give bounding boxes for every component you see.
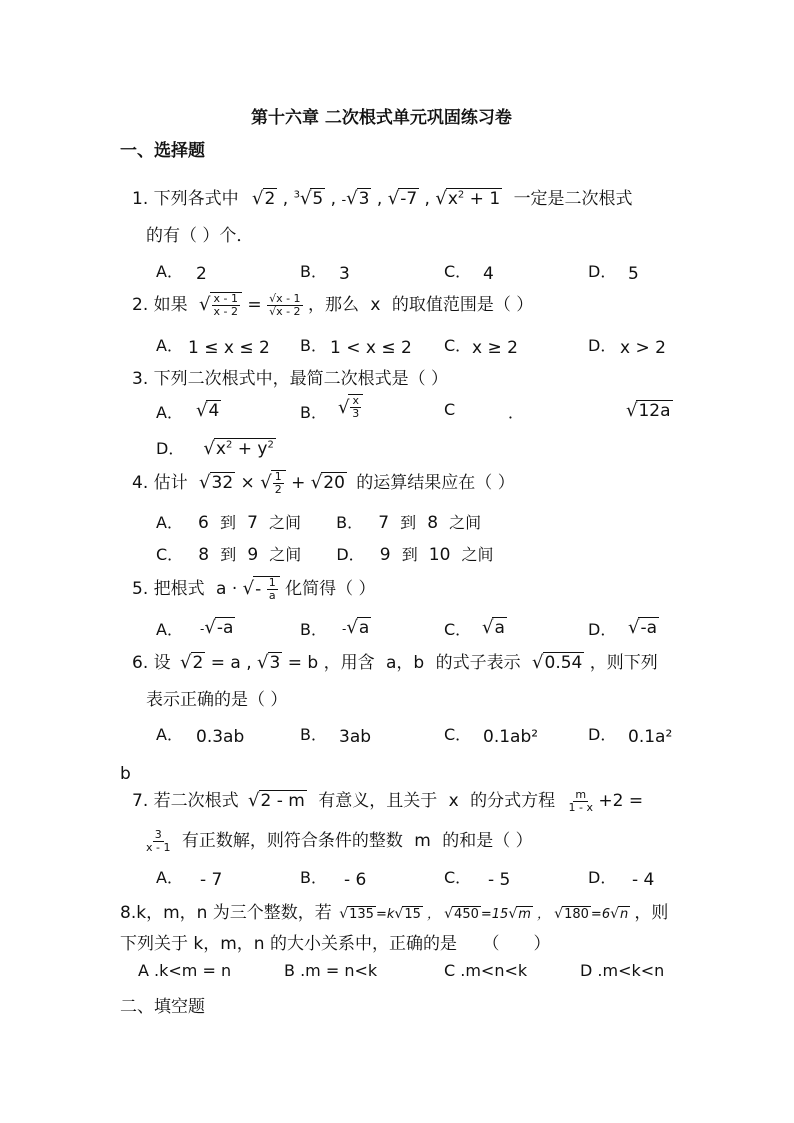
q2-option-d-value: x > 2 <box>620 338 666 358</box>
q6-mid: ，用含 <box>323 653 375 673</box>
section-heading-fill: 二、填空题 <box>120 997 205 1017</box>
q3-option-d <box>156 436 276 459</box>
q4-option-b-to: 到 <box>400 513 417 532</box>
q6-option-b-value: 3ab <box>339 727 372 747</box>
q7-mid2: 的分式方程 <box>470 791 556 811</box>
question-6 <box>132 648 658 673</box>
q4-options-row2 <box>156 542 494 565</box>
q3-option-b-value: √ $\frac{x}{3}$ <box>338 394 363 420</box>
q7-option-d-label: D． <box>588 868 617 887</box>
q1-option-b-label: B． <box>300 262 327 281</box>
q7-mid: 有意义，且关于 <box>318 791 438 811</box>
q6-target: √0.54 <box>532 652 583 673</box>
q4-option-d-end: 10 <box>428 545 451 565</box>
q3-option-c-label: C <box>444 400 456 419</box>
q6-mid2: 的式子表示 <box>435 653 521 673</box>
q4-expression: √32 × √ $\frac{1}{2}$ + √20 <box>199 469 345 496</box>
q8-option-c: C .m<n<k <box>444 961 528 980</box>
q5-lead: 5. 把根式 <box>132 579 205 599</box>
q2-mid: ，那么 <box>307 295 359 315</box>
q4-option-c-between: 之间 <box>269 545 302 564</box>
q6-option-d-label: D． <box>588 725 617 744</box>
q4-option-c-from: 8 <box>198 545 210 565</box>
q4-options-row1 <box>156 510 481 533</box>
q4-option-a-between: 之间 <box>269 513 302 532</box>
q8-option-d: D .m<k<n <box>580 961 665 980</box>
q6-tail: ，则下列 <box>589 653 658 673</box>
q4-option-a-label: A． <box>156 513 183 532</box>
q2-option-b-value: 1 < x ≤ 2 <box>330 338 412 358</box>
q5-option-b-value: -√a <box>342 617 370 638</box>
q4-option-b-between: 之间 <box>449 513 482 532</box>
q8-tail: ，则 <box>634 903 669 923</box>
q6-option-c-value: 0.1ab² <box>483 727 539 747</box>
q3-option-c-dot: ． <box>508 403 525 422</box>
page-title: 第十六章 二次根式单元巩固练习卷 <box>251 108 512 128</box>
q1-option-a-label: A． <box>156 262 183 281</box>
q7-option-a-value: - 7 <box>200 870 223 890</box>
q5-option-d-value: √-a <box>628 617 658 638</box>
q4-lead: 4. 估计 <box>132 473 188 493</box>
q8-option-b: B .m = n<k <box>284 961 378 980</box>
q3-option-c-value: √12a <box>626 400 671 421</box>
q8-lead: 8.k，m，n 为三个整数，若 <box>120 903 332 923</box>
q4-option-b-end: 8 <box>427 513 439 533</box>
q7-line2-tail: 有正数解，则符合条件的整数 <box>181 831 403 851</box>
q1-option-a-value: 2 <box>196 264 207 284</box>
section-heading-choice: 一、选择题 <box>120 141 205 161</box>
q4-option-d-to: 到 <box>401 545 418 564</box>
question-1 <box>132 184 633 209</box>
q1-stem: 1. 下列各式中 <box>132 189 239 209</box>
q2-equation: √ $\frac{x - 1}{x - 2}$ = $\frac{√x - 1}{√x - 2}$ <box>199 291 301 318</box>
q3-option-b-label: B． <box>300 403 327 422</box>
q7-option-d-value: - 4 <box>632 870 655 890</box>
q7-option-c-value: - 5 <box>488 870 511 890</box>
q1-option-d-label: D． <box>588 262 617 281</box>
q4-option-d-between: 之间 <box>461 545 494 564</box>
q4-option-b-from: 7 <box>378 513 390 533</box>
q6-option-a-label: A． <box>156 725 183 744</box>
q6-vars: a，b <box>386 653 425 673</box>
q5-option-c-label: C． <box>444 620 472 639</box>
q7-option-b-value: - 6 <box>344 870 367 890</box>
q2-option-a-value: 1 ≤ x ≤ 2 <box>188 338 270 358</box>
q6-option-d-value: 0.1a² <box>628 727 673 747</box>
q1-line2: 的有（ ）个． <box>146 226 254 246</box>
q8-line2: 下列关于 k，m，n 的大小关系中，正确的是 （ ） <box>120 934 551 954</box>
q2-lead: 2. 如果 <box>132 295 188 315</box>
q7-equation-left: $\frac{m}{1 - x}$ +2 = <box>568 787 644 814</box>
q5-tail: 化简得（ ） <box>285 579 376 599</box>
q5-option-d-label: D． <box>588 620 617 639</box>
q5-option-c-value: √a <box>482 617 505 638</box>
q7-line2 <box>146 826 533 854</box>
question-5 <box>132 574 376 602</box>
question-3: 3. 下列二次根式中，最简二次根式是（ ） <box>132 369 449 389</box>
q7-option-a-label: A． <box>156 868 183 887</box>
q3-option-d-value: $√x^2 + y^2$ <box>203 438 274 459</box>
q7-m: m <box>414 831 431 851</box>
q1-option-b-value: 3 <box>339 264 350 284</box>
q6-option-d-wrap: b <box>120 764 131 784</box>
q1-option-d-value: 5 <box>628 264 639 284</box>
question-2 <box>132 290 533 318</box>
q3-option-a-value: √4 <box>196 400 220 421</box>
q4-tail: 的运算结果应在（ ） <box>356 473 515 493</box>
q4-option-c-end: 9 <box>247 545 259 565</box>
q6-option-a-value: 0.3ab <box>196 727 245 747</box>
q1-tail: 一定是二次根式 <box>513 189 633 209</box>
q1-option-c-value: 4 <box>483 264 494 284</box>
q2-var: x <box>370 295 381 315</box>
q2-tail: 的取值范围是（ ） <box>391 295 534 315</box>
q6-option-b-label: B． <box>300 725 327 744</box>
q2-option-b-label: B． <box>300 336 327 355</box>
q4-option-c-label: C． <box>156 545 184 564</box>
q7-lead: 7. 若二次根式 <box>132 791 239 811</box>
q2-option-a-label: A． <box>156 336 183 355</box>
question-4 <box>132 468 515 496</box>
q6-option-c-label: C． <box>444 725 472 744</box>
q4-option-d-from: 9 <box>379 545 391 565</box>
q4-option-a-end: 7 <box>247 513 258 533</box>
q5-expression: a · √- $\frac{1}{a}$ <box>216 579 285 599</box>
q1-radicals: √2 , $^3$√5 , -√3 , √-7 , $√x^2 + 1$ <box>252 188 501 209</box>
q7-equation-right: $\frac{3}{x - 1}$ <box>146 827 171 854</box>
q7-option-b-label: B． <box>300 868 327 887</box>
q7-option-c-label: C． <box>444 868 472 887</box>
q4-option-b-label: B． <box>336 513 364 532</box>
q5-option-b-label: B． <box>300 620 327 639</box>
q4-option-a-from: 6 <box>198 513 209 533</box>
q8-equations: √135 =k√15 ， √450 =15√m ， √180 =6√n <box>339 906 629 922</box>
q5-option-a-value: -√-a <box>200 617 234 638</box>
q3-option-a-label: A． <box>156 403 183 422</box>
q4-option-c-to: 到 <box>220 545 237 564</box>
q4-option-d-label: D． <box>336 545 365 564</box>
q6-given: √2 = a , √3 = b <box>180 652 324 673</box>
q7-var: x <box>448 791 459 811</box>
q5-option-a-label: A． <box>156 620 183 639</box>
q7-end: 的和是（ ） <box>442 831 533 851</box>
question-7 <box>132 786 643 814</box>
q2-option-d-label: D． <box>588 336 617 355</box>
q1-option-c-label: C． <box>444 262 472 281</box>
q7-radical: √2 - m <box>248 790 305 811</box>
q6-line2: 表示正确的是（ ） <box>146 690 288 710</box>
question-8 <box>120 898 668 923</box>
q4-option-a-to: 到 <box>219 513 236 532</box>
q2-option-c-label: C． <box>444 336 472 355</box>
q3-option-d-label: D． <box>156 439 185 458</box>
q6-lead: 6. 设 <box>132 653 171 673</box>
q2-option-c-value: x ≥ 2 <box>472 338 518 358</box>
q8-option-a: A .k<m = n <box>138 961 232 980</box>
